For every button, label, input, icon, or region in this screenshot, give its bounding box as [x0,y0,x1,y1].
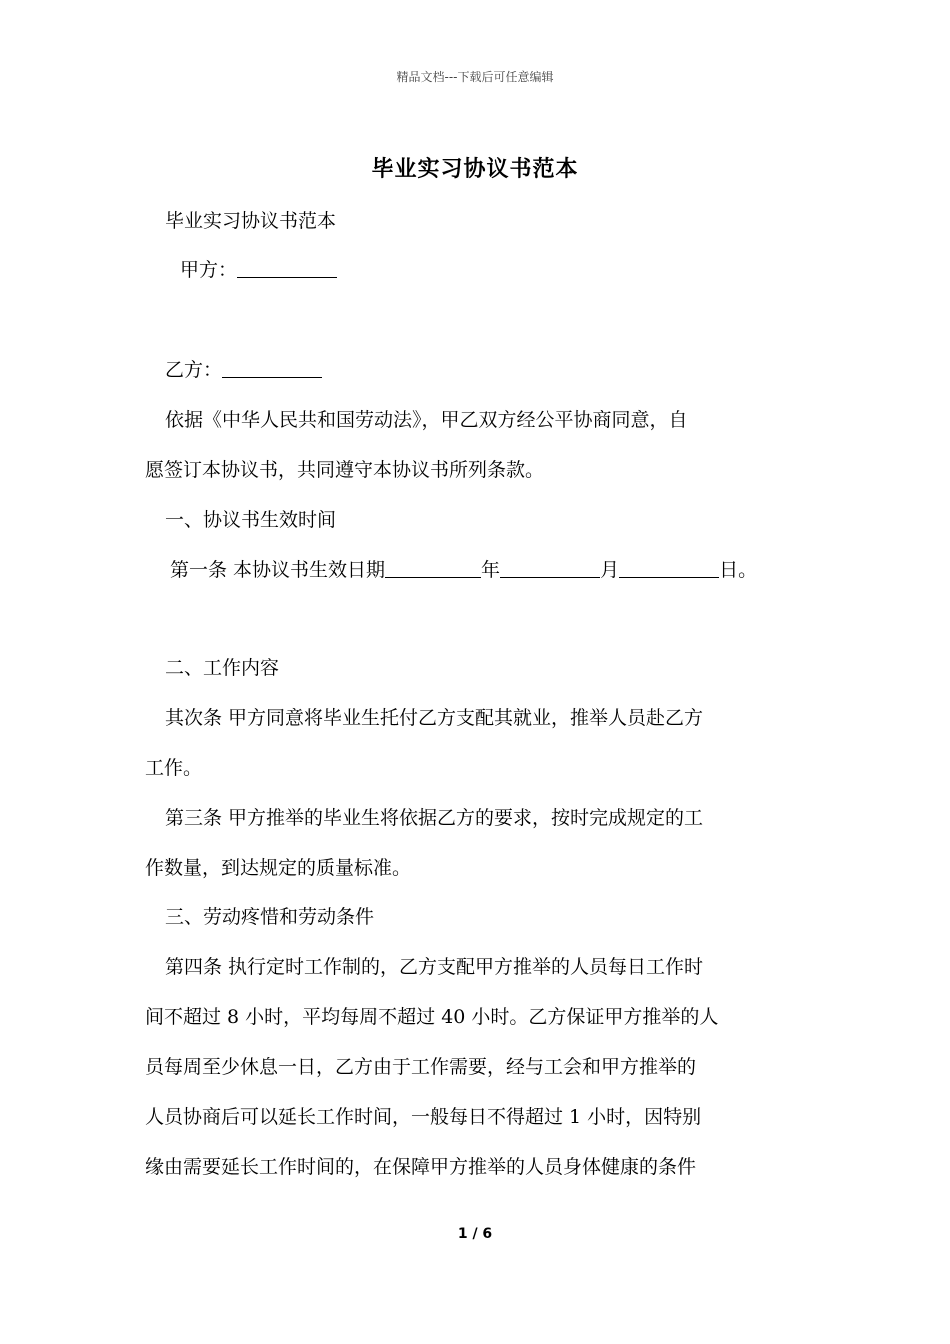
intro-paragraph [145,395,810,495]
article-1-prefix: 第一条 本协议书生效日期 [170,559,386,581]
article-3-line-1: 第三条 甲方推举的毕业生将依据乙方的要求，按时完成规定的工 [165,807,704,829]
month-blank [500,555,600,578]
party-a-label: 甲方： [180,259,238,281]
document-title: 毕业实习协议书范本 [371,156,579,182]
party-a-line [180,245,845,295]
section-1-heading: 一、协议书生效时间 [165,509,337,531]
article-4 [145,942,810,1192]
article-4-line-5: 缘由需要延长工作时间的，在保障甲方推举的人员身体健康的条件 [145,1156,697,1178]
day-blank [619,555,719,578]
party-a-blank [237,255,337,278]
page-header-note: 精品文档---下载后可任意编辑 [396,70,554,84]
article-2 [145,693,810,793]
article-3 [145,793,810,893]
subtitle: 毕业实习协议书范本 [165,210,337,232]
article-3-line-2: 作数量，到达规定的质量标准。 [145,857,412,879]
article-4-line-4: 人员协商后可以延长工作时间，一般每日不得超过 1 小时，因特别 [145,1106,702,1128]
page-number: 1 / 6 [457,1226,493,1242]
section-3-heading: 三、劳动疼惜和劳动条件 [165,906,375,928]
article-4-line-3: 员每周至少休息一日，乙方由于工作需要，经与工会和甲方推举的 [145,1056,697,1078]
article-1 [170,545,830,595]
article-4-line-2: 间不超过 8 小时，平均每周不超过 40 小时。乙方保证甲方推举的人 [145,1006,719,1028]
month-label: 月 [600,559,620,581]
party-b-line [165,345,830,395]
day-label: 日。 [719,559,758,581]
article-2-line-2: 工作。 [145,757,203,779]
party-b-label: 乙方： [165,359,223,381]
year-label: 年 [481,559,501,581]
article-4-line-1: 第四条 执行定时工作制的，乙方支配甲方推举的人员每日工作时 [165,956,704,978]
section-2-heading: 二、工作内容 [165,657,280,679]
party-b-blank [222,355,322,378]
intro-line-1: 依据《中华人民共和国劳动法》，甲乙双方经公平协商同意，自 [165,409,688,431]
article-2-line-1: 其次条 甲方同意将毕业生托付乙方支配其就业，推举人员赴乙方 [165,707,704,729]
year-blank [385,555,481,578]
intro-line-2: 愿签订本协议书，共同遵守本协议书所列条款。 [145,459,545,481]
